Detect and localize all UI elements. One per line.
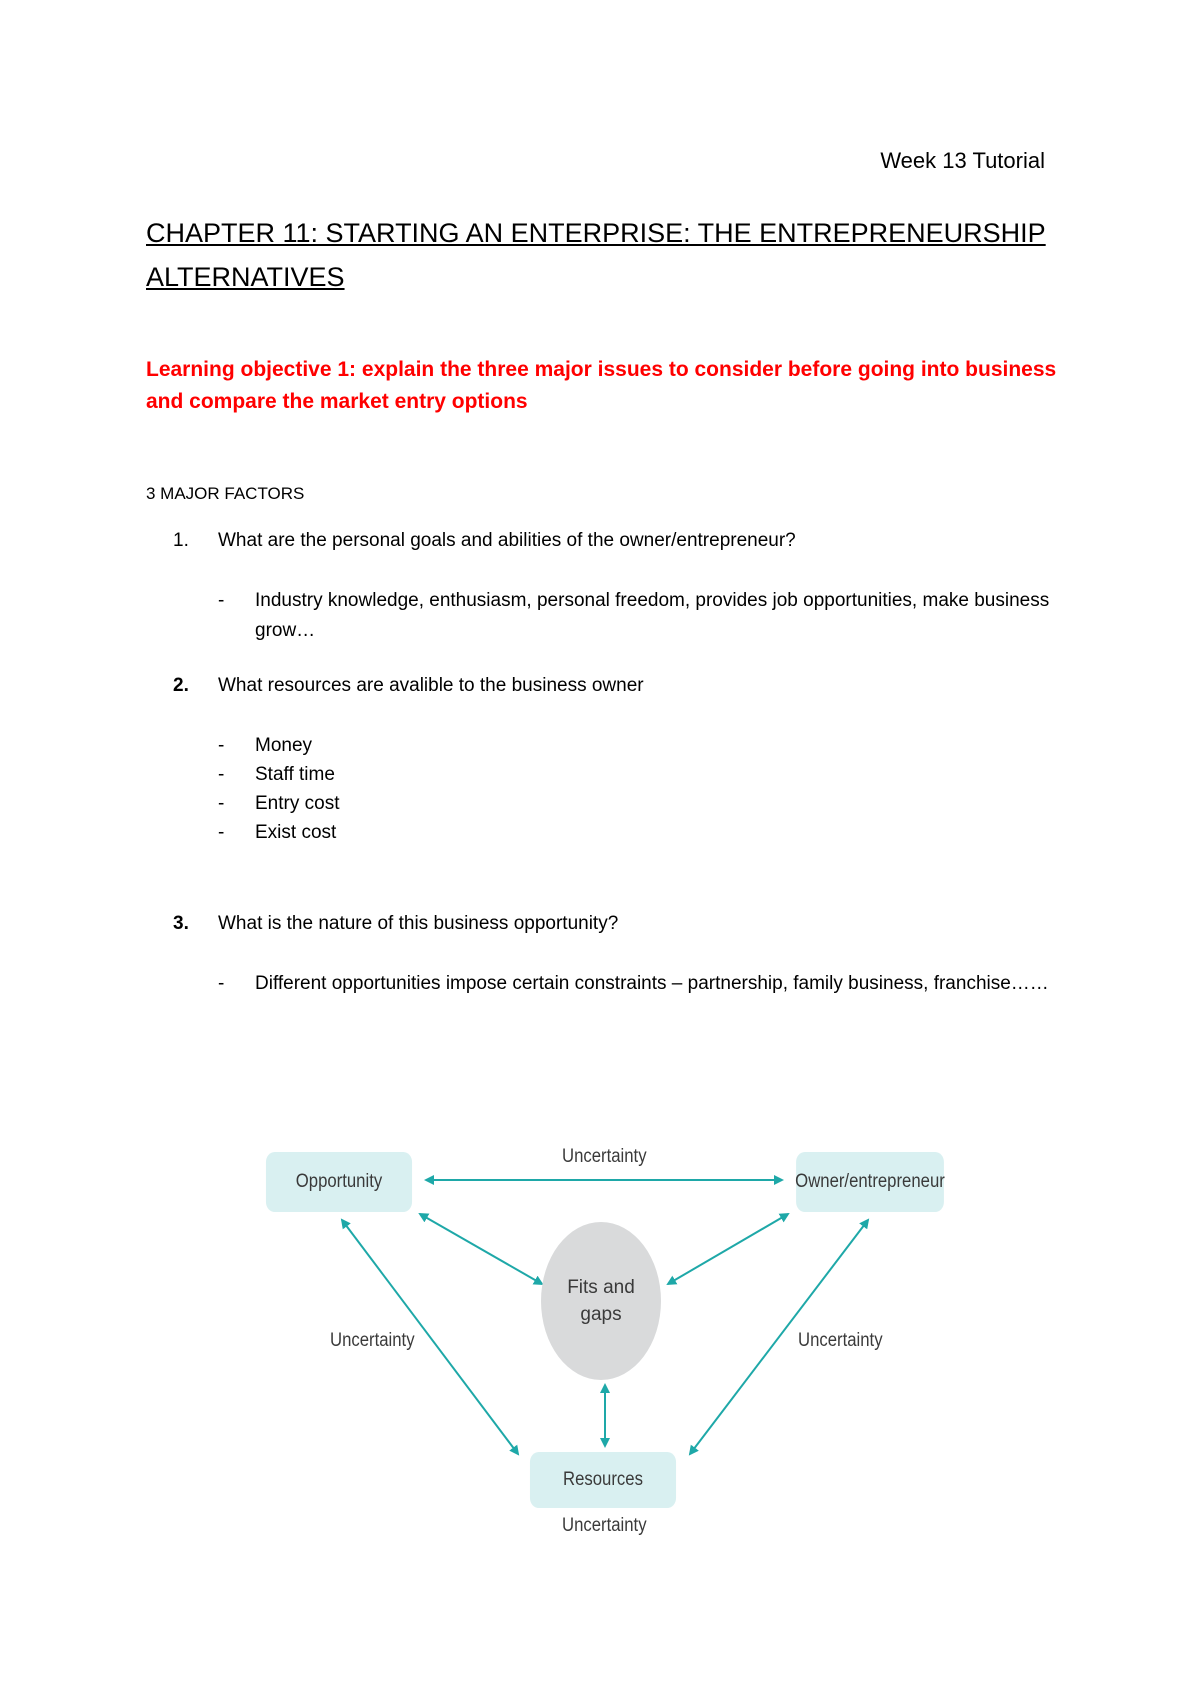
question-item (146, 675, 644, 697)
fits-and-gaps-node (541, 1222, 661, 1380)
opportunity-node: Opportunity (266, 1152, 412, 1212)
bullet-text: Staff time (255, 764, 335, 785)
factors-heading: 3 MAJOR FACTORS (146, 484, 305, 503)
bullet-text: Money (255, 735, 313, 756)
owner-entrepreneur-node: Owner/entrepreneur (796, 1152, 944, 1212)
uncertainty-label-left: Uncertainty (330, 1330, 415, 1351)
question-number: 2. (173, 675, 189, 696)
bullet-dash: - (218, 764, 225, 785)
bullet-dash: - (218, 590, 225, 611)
bullet-dash: - (218, 973, 225, 994)
arrow-opportunity-center (420, 1214, 542, 1284)
question-item (146, 530, 796, 552)
entrepreneurship-diagram (240, 1130, 970, 1560)
question-number: 1. (173, 530, 189, 551)
bullet-item (218, 789, 1078, 819)
bullet-dash: - (218, 735, 225, 756)
question-text: What are the personal goals and abilities of the owner/entrepreneur? (218, 530, 796, 551)
bullet-item (218, 586, 1078, 646)
bullet-item (218, 731, 1078, 761)
center-label-line2: gaps (580, 1304, 622, 1325)
bullet-item (218, 760, 1078, 790)
bullet-dash: - (218, 793, 225, 814)
bullet-item (218, 818, 1078, 848)
uncertainty-label-top: Uncertainty (562, 1146, 647, 1167)
question-item (146, 913, 618, 935)
chapter-title: CHAPTER 11: STARTING AN ENTERPRISE: THE ENTREPRENEURSHIP ALTERNATIVES (146, 218, 1046, 292)
learning-objective: Learning objective 1: explain the three major issues to consider before going into business and compare the market entry options (146, 358, 1057, 413)
uncertainty-label-bottom: Uncertainty (562, 1515, 647, 1536)
question-text: What is the nature of this business opportunity? (218, 913, 619, 934)
bullet-text: Industry knowledge, enthusiasm, personal freedom, provides job opportunities, make business grow… (255, 590, 1050, 641)
bullet-text: Different opportunities impose certain constraints – partnership, family business, franchise…… (255, 973, 1049, 994)
resources-node: Resources (530, 1452, 676, 1508)
uncertainty-label-right: Uncertainty (798, 1330, 883, 1351)
question-number: 3. (173, 913, 189, 934)
bullet-text: Exist cost (255, 822, 337, 843)
center-label-line1: Fits and (567, 1277, 635, 1298)
question-text: What resources are avalible to the business owner (218, 675, 644, 696)
bullet-dash: - (218, 822, 225, 843)
week-label: Week 13 Tutorial (880, 148, 1045, 173)
bullet-text: Entry cost (255, 793, 340, 814)
arrow-owner-center (668, 1214, 788, 1284)
bullet-item (218, 969, 1078, 999)
